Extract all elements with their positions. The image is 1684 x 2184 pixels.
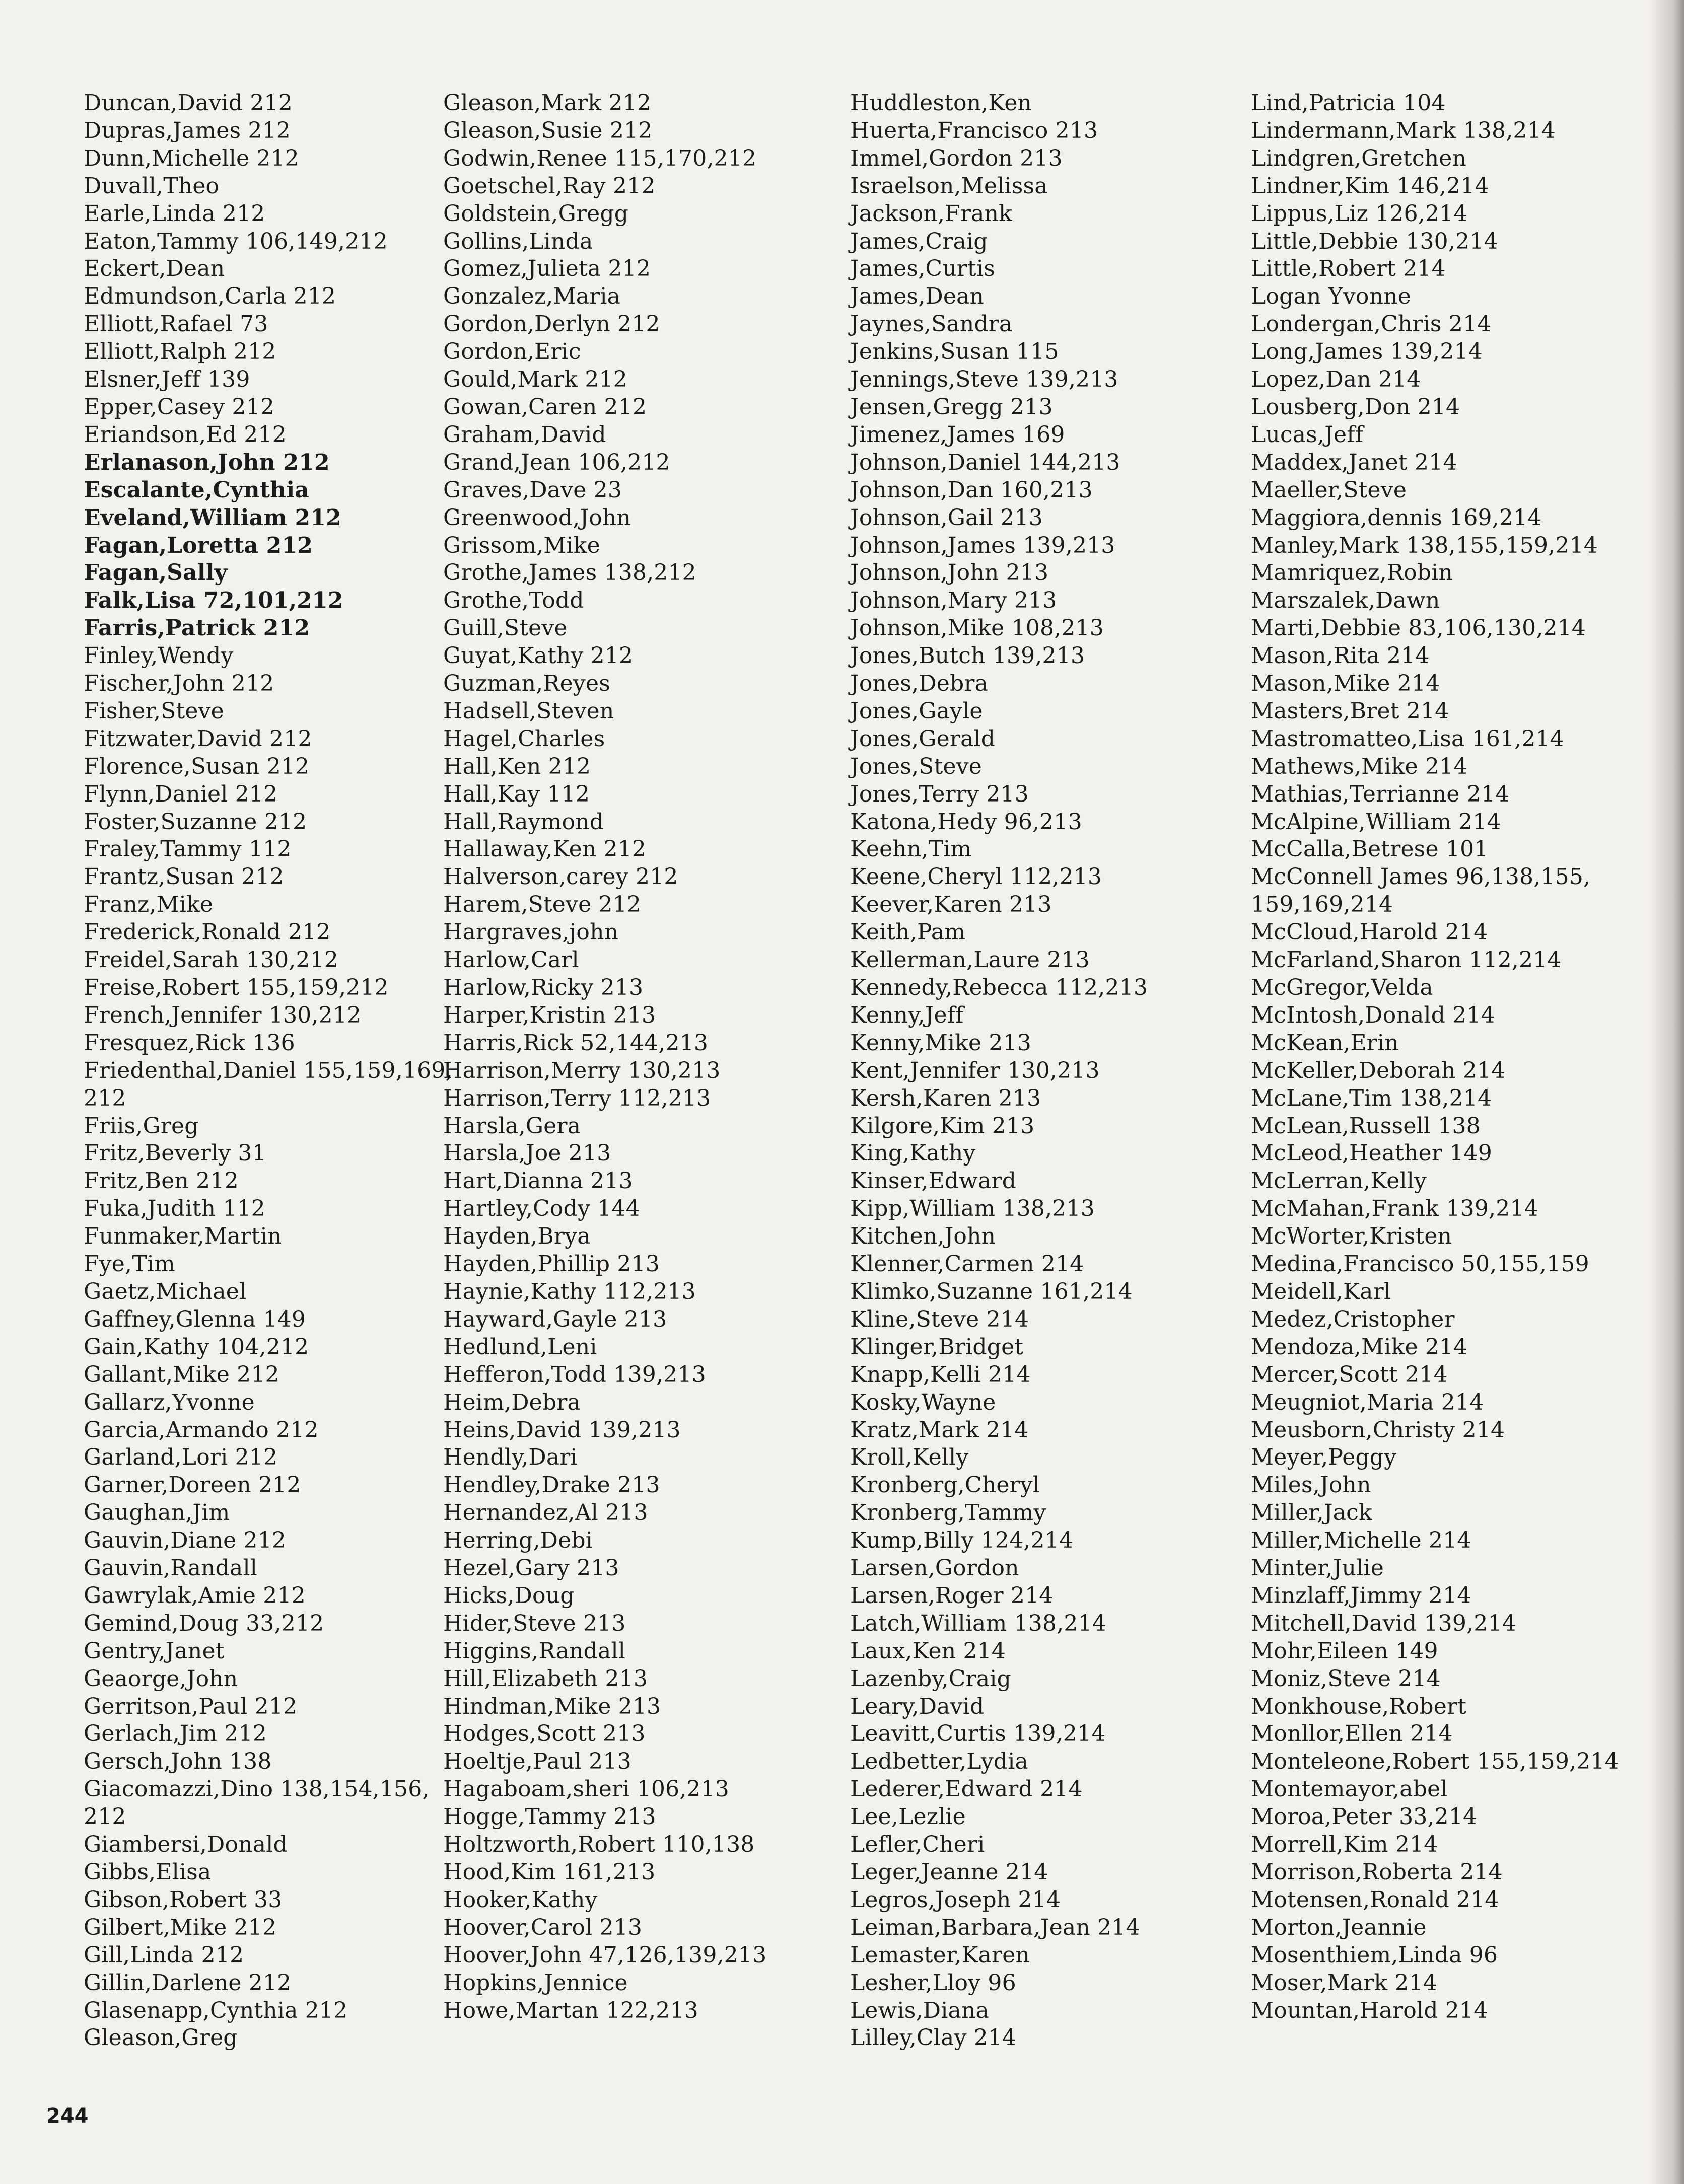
index-entry: Lucas,Jeff xyxy=(1251,421,1364,448)
index-entry: Hallaway,Ken 212 xyxy=(443,836,647,862)
index-entry: McFarland,Sharon 112,214 xyxy=(1251,947,1562,973)
index-entry: Maggiora,dennis 169,214 xyxy=(1251,504,1542,531)
index-entry: James,Dean xyxy=(850,283,985,310)
index-entry: Miller,Michelle 214 xyxy=(1251,1527,1471,1554)
index-entry: Gersch,John 138 xyxy=(84,1749,272,1775)
index-entry: Higgins,Randall xyxy=(443,1638,626,1664)
index-entry: Gauvin,Randall xyxy=(84,1555,258,1581)
index-entry: Gillin,Darlene 212 xyxy=(84,1970,292,1996)
index-entry: Hall,Raymond xyxy=(443,809,604,835)
index-entry: Lee,Lezlie xyxy=(850,1804,966,1830)
index-entry: Hider,Steve 213 xyxy=(443,1610,626,1636)
index-entry: Lindner,Kim 146,214 xyxy=(1251,173,1489,199)
index-entry: Guill,Steve xyxy=(443,615,568,641)
index-entry: Moser,Mark 214 xyxy=(1251,1970,1438,1996)
index-entry: Eaton,Tammy 106,149,212 xyxy=(84,228,388,254)
index-entry: Epper,Casey 212 xyxy=(84,394,275,420)
index-entry: Kline,Steve 214 xyxy=(850,1306,1029,1332)
index-entry: Long,James 139,214 xyxy=(1251,339,1483,365)
index-entry: Mathews,Mike 214 xyxy=(1251,753,1468,779)
index-entry: Ledbetter,Lydia xyxy=(850,1749,1028,1775)
index-entry: Fagan,Loretta 212 xyxy=(84,532,313,558)
index-entry: Gleason,Susie 212 xyxy=(443,117,653,143)
index-entry: Mosenthiem,Linda 96 xyxy=(1251,1942,1498,1968)
index-entry: Gleason,Mark 212 xyxy=(443,90,652,116)
index-entry: McAlpine,William 214 xyxy=(1251,809,1501,835)
page-number: 244 xyxy=(46,2104,89,2128)
index-entry: Jones,Steve xyxy=(850,753,983,779)
index-entry: Heim,Debra xyxy=(443,1389,581,1415)
index-entry: Harsla,Gera xyxy=(443,1113,581,1139)
index-entry: Hendley,Drake 213 xyxy=(443,1472,660,1498)
index-entry: Dupras,James 212 xyxy=(84,117,291,143)
index-entry: James,Curtis xyxy=(850,256,995,282)
index-entry: Hayden,Phillip 213 xyxy=(443,1251,660,1277)
index-entry: Freidel,Sarah 130,212 xyxy=(84,947,339,973)
index-entry: Moroa,Peter 33,214 xyxy=(1251,1804,1478,1830)
index-entry: Graves,Dave 23 xyxy=(443,477,622,503)
index-entry: Goetschel,Ray 212 xyxy=(443,173,656,199)
index-entry: Gemind,Doug 33,212 xyxy=(84,1610,324,1636)
index-entry: Eriandson,Ed 212 xyxy=(84,421,287,448)
index-entry: Medina,Francisco 50,155,159 xyxy=(1251,1251,1589,1277)
index-entry: Howe,Martan 122,213 xyxy=(443,1997,698,2023)
index-entry: Meidell,Karl xyxy=(1251,1278,1391,1304)
index-entry: Meyer,Peggy xyxy=(1251,1444,1397,1471)
index-entry: Monllor,Ellen 214 xyxy=(1251,1721,1453,1747)
index-entry: Larsen,Roger 214 xyxy=(850,1582,1054,1609)
index-entry: Klinger,Bridget xyxy=(850,1334,1024,1360)
index-entry: Frantz,Susan 212 xyxy=(84,864,284,890)
index-entry: McLerran,Kelly xyxy=(1251,1168,1427,1194)
index-entry: Gawrylak,Amie 212 xyxy=(84,1582,306,1609)
index-entry: Leiman,Barbara,Jean 214 xyxy=(850,1914,1140,1940)
index-entry: Huerta,Francisco 213 xyxy=(850,117,1098,143)
index-entry: Fagan,Sally xyxy=(84,560,228,586)
index-entry: Duvall,Theo xyxy=(84,173,220,199)
index-entry: Leavitt,Curtis 139,214 xyxy=(850,1721,1106,1747)
index-entry: Gibson,Robert 33 xyxy=(84,1886,283,1913)
index-entry: Lindgren,Gretchen xyxy=(1251,145,1467,171)
index-entry: Hood,Kim 161,213 xyxy=(443,1859,656,1885)
index-entry: Kratz,Mark 214 xyxy=(850,1417,1029,1443)
index-entry: McMahan,Frank 139,214 xyxy=(1251,1196,1538,1222)
index-entry: Little,Debbie 130,214 xyxy=(1251,228,1498,254)
index-entry: Farris,Patrick 212 xyxy=(84,615,310,641)
index-entry: Herring,Debi xyxy=(443,1527,593,1554)
index-entry: Kennedy,Rebecca 112,213 xyxy=(850,975,1148,1000)
index-entry: Hill,Elizabeth 213 xyxy=(443,1665,648,1692)
index-entry: Gowan,Caren 212 xyxy=(443,394,647,420)
index-entry: Jones,Gerald xyxy=(850,725,996,752)
index-entry: Gain,Kathy 104,212 xyxy=(84,1334,309,1360)
index-entry: Morton,Jeannie xyxy=(1251,1914,1427,1940)
index-entry: Larsen,Gordon xyxy=(850,1555,1019,1581)
index-entry: Mastromatteo,Lisa 161,214 xyxy=(1251,725,1564,752)
index-entry: Florence,Susan 212 xyxy=(84,753,310,779)
index-entry: Mohr,Eileen 149 xyxy=(1251,1638,1438,1664)
index-entry: Jones,Terry 213 xyxy=(850,781,1029,807)
index-entry: Edmundson,Carla 212 xyxy=(84,283,336,310)
index-entry: Flynn,Daniel 212 xyxy=(84,781,278,807)
index-entry: Friis,Greg xyxy=(84,1113,199,1139)
index-entry: Hogge,Tammy 213 xyxy=(443,1804,656,1830)
index-entry: Hall,Kay 112 xyxy=(443,781,590,807)
index-entry: Grand,Jean 106,212 xyxy=(443,449,670,475)
index-entry: Hendly,Dari xyxy=(443,1444,578,1471)
index-entry: French,Jennifer 130,212 xyxy=(84,1002,362,1028)
index-entry: Kipp,William 138,213 xyxy=(850,1196,1095,1222)
index-entry: Gerlach,Jim 212 xyxy=(84,1721,267,1747)
index-entry: Montemayor,abel xyxy=(1251,1776,1448,1802)
index-entry: James,Craig xyxy=(850,228,988,254)
index-entry: Heins,David 139,213 xyxy=(443,1417,681,1443)
index-entry: Finley,Wendy xyxy=(84,643,234,669)
index-entry: Gibbs,Elisa xyxy=(84,1859,212,1885)
index-entry: Lefler,Cheri xyxy=(850,1832,985,1858)
index-entry: Latch,William 138,214 xyxy=(850,1610,1106,1636)
index-entry: McCloud,Harold 214 xyxy=(1251,919,1488,945)
index-entry: Jones,Debra xyxy=(850,671,989,697)
index-entry: Klimko,Suzanne 161,214 xyxy=(850,1278,1133,1304)
index-entry: Jones,Butch 139,213 xyxy=(850,643,1085,669)
index-entry: Elliott,Rafael 73 xyxy=(84,311,268,337)
index-entry: McKean,Erin xyxy=(1251,1030,1399,1056)
index-entry: Gallant,Mike 212 xyxy=(84,1361,279,1388)
index-entry: McConnell James 96,138,155, xyxy=(1251,864,1591,890)
index-entry: Masters,Bret 214 xyxy=(1251,698,1449,724)
index-entry: Glasenapp,Cynthia 212 xyxy=(84,1997,348,2023)
index-entry: Eckert,Dean xyxy=(84,256,225,282)
index-entry: Logan Yvonne xyxy=(1251,283,1411,310)
index-entry: Mamriquez,Robin xyxy=(1251,560,1453,586)
index-entry: Jensen,Gregg 213 xyxy=(850,394,1053,420)
index-entry: Hooker,Kathy xyxy=(443,1886,598,1913)
index-entry: Giacomazzi,Dino 138,154,156, xyxy=(84,1776,430,1802)
index-entry: Gaetz,Michael xyxy=(84,1278,247,1304)
index-entry: Manley,Mark 138,155,159,214 xyxy=(1251,532,1598,558)
index-entry: Giambersi,Donald xyxy=(84,1832,288,1858)
index-entry: Escalante,Cynthia xyxy=(84,477,309,503)
index-entry: Goldstein,Gregg xyxy=(443,200,629,227)
index-entry: Keever,Karen 213 xyxy=(850,892,1052,918)
index-entry: Lazenby,Craig xyxy=(850,1665,1011,1692)
index-entry: Johnson,Mike 108,213 xyxy=(850,615,1104,641)
index-entry: Gould,Mark 212 xyxy=(443,367,627,393)
index-entry: Hayward,Gayle 213 xyxy=(443,1306,667,1332)
index-entry: Harrison,Merry 130,213 xyxy=(443,1057,721,1083)
index-entry: Keehn,Tim xyxy=(850,836,972,862)
index-entry: Hedlund,Leni xyxy=(443,1334,597,1360)
index-entry: Graham,David xyxy=(443,421,606,448)
index-entry: Hoover,John 47,126,139,213 xyxy=(443,1942,767,1968)
index-entry: Mendoza,Mike 214 xyxy=(1251,1334,1468,1360)
index-entry: Funmaker,Martin xyxy=(84,1223,282,1250)
index-entry: Harrison,Terry 112,213 xyxy=(443,1085,711,1111)
index-entry: Duncan,David 212 xyxy=(84,90,293,116)
index-entry: Harris,Rick 52,144,213 xyxy=(443,1030,709,1056)
index-entry: Little,Robert 214 xyxy=(1251,256,1446,282)
index-entry: Kent,Jennifer 130,213 xyxy=(850,1057,1100,1083)
index-entry: Gomez,Julieta 212 xyxy=(443,256,651,282)
index-entry: Franz,Mike xyxy=(84,892,214,918)
index-entry: Gerritson,Paul 212 xyxy=(84,1693,298,1719)
page-edge-shadow xyxy=(1649,0,1684,2184)
index-entry: Lippus,Liz 126,214 xyxy=(1251,200,1468,227)
index-entry: Mason,Mike 214 xyxy=(1251,671,1440,697)
index-entry: Eveland,William 212 xyxy=(84,504,341,531)
index-entry: Friedenthal,Daniel 155,159,169, xyxy=(84,1057,453,1083)
index-entry: Lind,Patricia 104 xyxy=(1251,90,1446,116)
index-entry: Lemaster,Karen xyxy=(850,1942,1030,1968)
index-entry: 159,169,214 xyxy=(1251,892,1393,918)
index-entry: Legros,Joseph 214 xyxy=(850,1886,1061,1913)
index-entry: Kilgore,Kim 213 xyxy=(850,1113,1035,1139)
index-entry: Laux,Ken 214 xyxy=(850,1638,1006,1664)
index-entry: Meusborn,Christy 214 xyxy=(1251,1417,1505,1443)
index-entry: Garland,Lori 212 xyxy=(84,1444,278,1471)
index-entry: Hadsell,Steven xyxy=(443,698,614,724)
index-entry: Gaughan,Jim xyxy=(84,1500,230,1526)
index-entry: Geaorge,John xyxy=(84,1665,238,1692)
index-entry: 212 xyxy=(84,1085,126,1111)
index-entry: Jennings,Steve 139,213 xyxy=(850,367,1118,393)
index-entry: Grissom,Mike xyxy=(443,532,600,558)
index-entry: Kump,Billy 124,214 xyxy=(850,1527,1074,1554)
index-column-2 xyxy=(443,90,766,2024)
index-entry: Londergan,Chris 214 xyxy=(1251,311,1492,337)
index-entry: Harsla,Joe 213 xyxy=(443,1140,611,1167)
index-entry: Lopez,Dan 214 xyxy=(1251,367,1421,393)
index-entry: Kronberg,Tammy xyxy=(850,1500,1046,1526)
index-entry: Hoeltje,Paul 213 xyxy=(443,1749,632,1775)
index-entry: Freise,Robert 155,159,212 xyxy=(84,975,389,1000)
index-entry: Israelson,Melissa xyxy=(850,173,1048,199)
index-entry: Fritz,Ben 212 xyxy=(84,1168,239,1194)
index-entry: Gilbert,Mike 212 xyxy=(84,1914,277,1940)
index-entry: Lederer,Edward 214 xyxy=(850,1776,1083,1802)
index-entry: Jackson,Frank xyxy=(850,200,1012,227)
index-entry: Elliott,Ralph 212 xyxy=(84,339,276,365)
index-entry: Guzman,Reyes xyxy=(443,671,610,697)
index-entry: Fraley,Tammy 112 xyxy=(84,836,292,862)
index-entry: King,Kathy xyxy=(850,1140,976,1167)
index-entry: Kellerman,Laure 213 xyxy=(850,947,1090,973)
index-entry: McIntosh,Donald 214 xyxy=(1251,1002,1495,1028)
index-entry: Hindman,Mike 213 xyxy=(443,1693,661,1719)
index-entry: Monteleone,Robert 155,159,214 xyxy=(1251,1749,1619,1775)
index-entry: Fuka,Judith 112 xyxy=(84,1196,265,1222)
index-entry: Gordon,Eric xyxy=(443,339,581,365)
index-entry: Leger,Jeanne 214 xyxy=(850,1859,1048,1885)
index-entry: Hicks,Doug xyxy=(443,1582,575,1609)
index-entry: McLeod,Heather 149 xyxy=(1251,1140,1492,1167)
index-entry: Kitchen,John xyxy=(850,1223,996,1250)
index-entry: Foster,Suzanne 212 xyxy=(84,809,307,835)
index-entry: Johnson,John 213 xyxy=(850,560,1049,586)
index-entry: Klenner,Carmen 214 xyxy=(850,1251,1084,1277)
index-entry: Haynie,Kathy 112,213 xyxy=(443,1278,696,1304)
index-entry: Hayden,Brya xyxy=(443,1223,591,1250)
index-entry: Kroll,Kelly xyxy=(850,1444,969,1471)
index-entry: Hargraves,john xyxy=(443,919,619,945)
index-entry: Minzlaff,Jimmy 214 xyxy=(1251,1582,1471,1609)
index-entry: Elsner,Jeff 139 xyxy=(84,367,250,393)
index-entry: Hopkins,Jennice xyxy=(443,1970,628,1996)
index-entry: Maddex,Janet 214 xyxy=(1251,449,1457,475)
index-entry: Kosky,Wayne xyxy=(850,1389,996,1415)
index-entry: McCalla,Betrese 101 xyxy=(1251,836,1489,862)
index-entry: Fritz,Beverly 31 xyxy=(84,1140,266,1167)
index-entry: Kronberg,Cheryl xyxy=(850,1472,1040,1498)
index-entry: Holtzworth,Robert 110,138 xyxy=(443,1832,755,1858)
index-entry: Fye,Tim xyxy=(84,1251,175,1277)
index-entry: Morrison,Roberta 214 xyxy=(1251,1859,1503,1885)
index-entry: Miles,John xyxy=(1251,1472,1371,1498)
index-entry: Katona,Hedy 96,213 xyxy=(850,809,1082,835)
index-entry: Gollins,Linda xyxy=(443,228,593,254)
index-entry: Knapp,Kelli 214 xyxy=(850,1361,1031,1388)
index-entry: Gill,Linda 212 xyxy=(84,1942,244,1968)
index-entry: Hagaboam,sheri 106,213 xyxy=(443,1776,729,1802)
index-entry: Grothe,James 138,212 xyxy=(443,560,696,586)
index-entry: Gaffney,Glenna 149 xyxy=(84,1306,306,1332)
index-entry: Hall,Ken 212 xyxy=(443,753,591,779)
index-entry: Fischer,John 212 xyxy=(84,671,274,697)
index-entry: Moniz,Steve 214 xyxy=(1251,1665,1441,1692)
index-entry: Harlow,Ricky 213 xyxy=(443,975,644,1000)
index-entry: Dunn,Michelle 212 xyxy=(84,145,299,171)
index-entry: Marti,Debbie 83,106,130,214 xyxy=(1251,615,1586,641)
index-entry: Medez,Cristopher xyxy=(1251,1306,1455,1332)
index-entry: Morrell,Kim 214 xyxy=(1251,1832,1438,1858)
index-entry: Kinser,Edward xyxy=(850,1168,1017,1194)
index-entry: Falk,Lisa 72,101,212 xyxy=(84,588,343,614)
index-entry: Lewis,Diana xyxy=(850,1997,989,2023)
index-entry: Hefferon,Todd 139,213 xyxy=(443,1361,706,1388)
index-entry: Mason,Rita 214 xyxy=(1251,643,1430,669)
index-entry: Garcia,Armando 212 xyxy=(84,1417,319,1443)
index-entry: Johnson,Dan 160,213 xyxy=(850,477,1093,503)
index-column-4 xyxy=(1251,90,1619,2024)
index-entry: Minter,Julie xyxy=(1251,1555,1384,1581)
index-entry: Meugniot,Maria 214 xyxy=(1251,1389,1484,1415)
index-entry: Jaynes,Sandra xyxy=(850,311,1013,337)
index-entry: Keene,Cheryl 112,213 xyxy=(850,864,1102,890)
index-entry: Hodges,Scott 213 xyxy=(443,1721,646,1747)
index-entry: Lousberg,Don 214 xyxy=(1251,394,1460,420)
index-entry: Grothe,Todd xyxy=(443,588,584,614)
index-entry: Gentry,Janet xyxy=(84,1638,225,1664)
index-entry: McWorter,Kristen xyxy=(1251,1223,1452,1250)
index-entry: Lesher,Lloy 96 xyxy=(850,1970,1016,1996)
index-entry: Gordon,Derlyn 212 xyxy=(443,311,660,337)
index-entry: Hezel,Gary 213 xyxy=(443,1555,619,1581)
index-entry: Johnson,Gail 213 xyxy=(850,504,1043,531)
index-entry: Hagel,Charles xyxy=(443,725,605,752)
index-entry: Lilley,Clay 214 xyxy=(850,2025,1017,2051)
index-entry: Harlow,Carl xyxy=(443,947,579,973)
index-entry: Mitchell,David 139,214 xyxy=(1251,1610,1516,1636)
index-entry: Halverson,carey 212 xyxy=(443,864,678,890)
index-entry: Jenkins,Susan 115 xyxy=(850,339,1059,365)
index-entry: Huddleston,Ken xyxy=(850,90,1032,116)
index-entry: Mercer,Scott 214 xyxy=(1251,1361,1448,1388)
index-entry: Kersh,Karen 213 xyxy=(850,1085,1041,1111)
index-entry: Fresquez,Rick 136 xyxy=(84,1030,295,1056)
index-entry: Fisher,Steve xyxy=(84,698,224,724)
index-entry: Kenny,Jeff xyxy=(850,1002,964,1028)
index-entry: Gonzalez,Maria xyxy=(443,283,621,310)
index-entry: Hartley,Cody 144 xyxy=(443,1196,640,1222)
index-entry: Fitzwater,David 212 xyxy=(84,725,312,752)
index-entry: Godwin,Renee 115,170,212 xyxy=(443,145,757,171)
index-entry: Guyat,Kathy 212 xyxy=(443,643,634,669)
index-entry: Harem,Steve 212 xyxy=(443,892,642,918)
index-entry: 212 xyxy=(84,1804,126,1830)
index-entry: Lindermann,Mark 138,214 xyxy=(1251,117,1556,143)
index-entry: Hart,Dianna 213 xyxy=(443,1168,633,1194)
index-entry: Greenwood,John xyxy=(443,504,631,531)
index-entry: Gauvin,Diane 212 xyxy=(84,1527,287,1554)
index-entry: Johnson,James 139,213 xyxy=(850,532,1115,558)
index-entry: McGregor,Velda xyxy=(1251,975,1433,1000)
index-entry: Keith,Pam xyxy=(850,919,966,945)
index-entry: Hernandez,Al 213 xyxy=(443,1500,648,1526)
index-entry: Johnson,Mary 213 xyxy=(850,588,1057,614)
index-entry: Johnson,Daniel 144,213 xyxy=(850,449,1120,475)
index-column-3 xyxy=(850,90,1148,2052)
index-entry: Gallarz,Yvonne xyxy=(84,1389,255,1415)
index-entry: Mathias,Terrianne 214 xyxy=(1251,781,1510,807)
index-column-1 xyxy=(84,90,453,2052)
index-entry: Mountan,Harold 214 xyxy=(1251,1997,1488,2023)
index-entry: Gleason,Greg xyxy=(84,2025,238,2051)
index-entry: Motensen,Ronald 214 xyxy=(1251,1886,1499,1913)
index-entry: Hoover,Carol 213 xyxy=(443,1914,643,1940)
index-entry: Immel,Gordon 213 xyxy=(850,145,1063,171)
index-entry: Miller,Jack xyxy=(1251,1500,1372,1526)
index-entry: Marszalek,Dawn xyxy=(1251,588,1440,614)
index-entry: Kenny,Mike 213 xyxy=(850,1030,1031,1056)
index-entry: Jones,Gayle xyxy=(850,698,983,724)
index-entry: McLane,Tim 138,214 xyxy=(1251,1085,1492,1111)
index-entry: Maeller,Steve xyxy=(1251,477,1407,503)
index-entry: McKeller,Deborah 214 xyxy=(1251,1057,1506,1083)
index-entry: Garner,Doreen 212 xyxy=(84,1472,301,1498)
index-entry: McLean,Russell 138 xyxy=(1251,1113,1481,1139)
index-entry: Harper,Kristin 213 xyxy=(443,1002,656,1028)
index-entry: Leary,David xyxy=(850,1693,985,1719)
index-entry: Jimenez,James 169 xyxy=(850,421,1065,448)
index-entry: Earle,Linda 212 xyxy=(84,200,265,227)
index-entry: Erlanason,John 212 xyxy=(84,449,330,475)
index-entry: Frederick,Ronald 212 xyxy=(84,919,331,945)
index-entry: Monkhouse,Robert xyxy=(1251,1693,1467,1719)
